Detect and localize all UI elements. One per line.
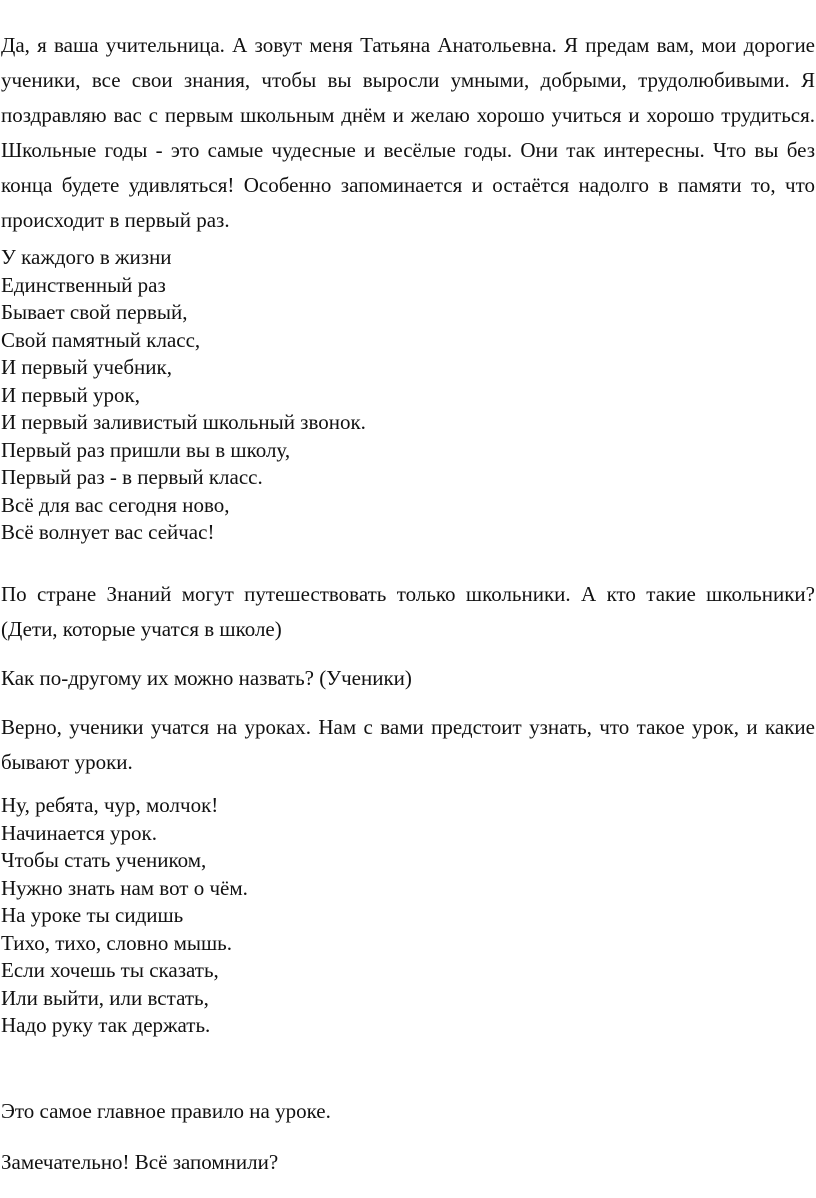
poem-line: Бывает свой первый, <box>1 300 188 324</box>
poem-line: Всё для вас сегодня ново, <box>1 492 230 517</box>
poem-line: Единственный раз <box>1 272 166 297</box>
poem-line: На уроке ты сидишь <box>1 903 184 927</box>
poem-line: Тихо, тихо, словно мышь. <box>1 930 232 955</box>
poem-line: И первый заливистый школьный звонок. <box>1 410 366 434</box>
intro-paragraph: Да, я ваша учительница. А зовут меня Татьяна Анатольевна. Я предам вам, мои дорогие ученики, все свои знания, чтобы вы выросли умными, добрыми, трудолюбивыми. Я поздравляю вас с первым школьным днём и желаю хорошо учиться и хорошо трудиться. Школьные годы - это самые чудесные и весёлые годы. Они так интересны. Что вы без конца будете удивляться! Особенно запоминается и остаётся надолго в памяти то, что происходит в первый раз. <box>1 33 815 232</box>
poem-line: И первый учебник, <box>1 355 172 379</box>
poem-line: Чтобы стать учеником, <box>1 848 207 872</box>
poem-line: Всё волнует вас сейчас! <box>1 520 215 544</box>
poem-line: Первый раз - в первый класс. <box>1 465 263 489</box>
closing-line: Замечательно! Всё запомнили? <box>1 1150 279 1174</box>
poem-line: Начинается урок. <box>1 820 157 845</box>
poem-line: Ну, ребята, чур, молчок! <box>1 793 219 817</box>
rule-line: Это самое главное правило на уроке. <box>1 1099 331 1123</box>
country-paragraph: По стране Знаний могут путешествовать только школьники. А кто такие школьники? (Дети, которые учатся в школе) <box>1 582 815 641</box>
poem-line: У каждого в жизни <box>1 245 172 269</box>
poem-line: Или выйти, или встать, <box>1 985 209 1010</box>
poem-line: Если хочешь ты сказать, <box>1 958 219 982</box>
poem-line: Надо руку так держать. <box>1 1013 211 1037</box>
poem-first-day <box>1 244 366 547</box>
poem-line: Свой памятный класс, <box>1 327 201 352</box>
lessons-paragraph: Верно, ученики учатся на уроках. Нам с вами предстоит узнать, что такое урок, и какие бывают уроки. <box>1 715 815 774</box>
question-line: Как по-другому их можно назвать? (Ученики) <box>1 666 412 690</box>
poem-line: Первый раз пришли вы в школу, <box>1 437 291 462</box>
poem-lesson-rules <box>1 792 248 1040</box>
poem-line: Нужно знать нам вот о чём. <box>1 875 248 900</box>
poem-line: И первый урок, <box>1 382 140 407</box>
